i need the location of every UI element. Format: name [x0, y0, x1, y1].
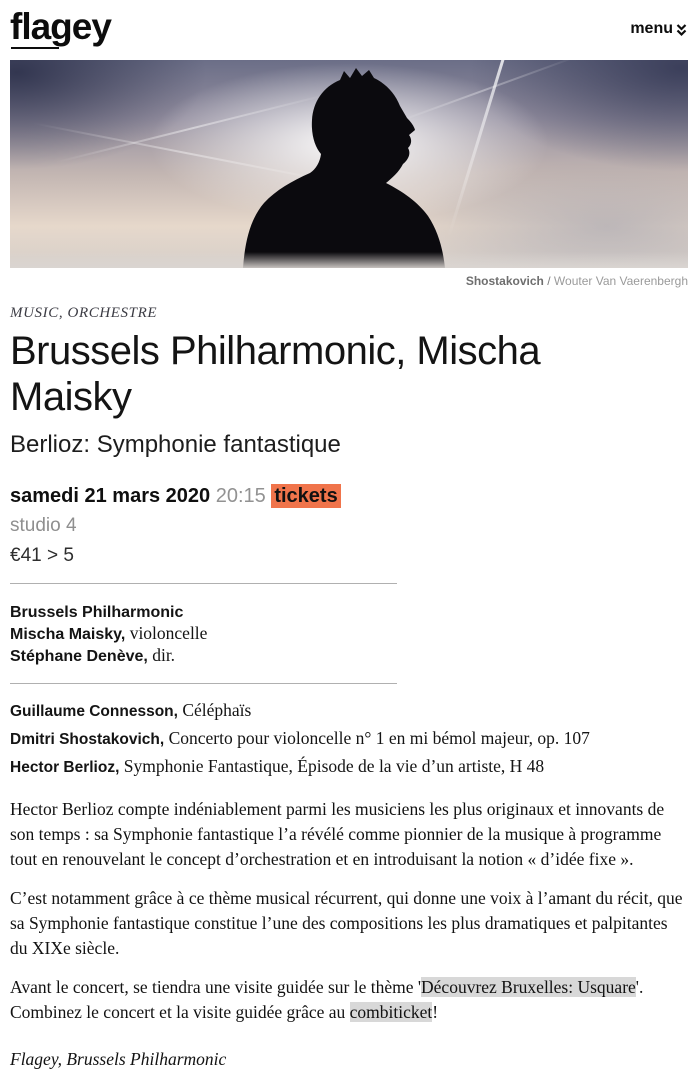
paragraph-3-text: ! — [432, 1002, 439, 1023]
image-caption — [10, 274, 688, 288]
artist-name: Mischa Maisky, — [10, 626, 126, 644]
artist-row — [10, 623, 688, 645]
caption-separator: / — [547, 274, 551, 288]
event-subtitle: Berlioz: Symphonie fantastique — [10, 431, 341, 459]
event-dateline — [10, 485, 688, 508]
description-paragraph-3 — [10, 975, 688, 1025]
program-work: Symphonie Fantastique, Épisode de la vie d’un artiste, H 48 — [119, 756, 545, 777]
artist-name: Brussels Philharmonic — [10, 604, 184, 622]
event-title: Brussels Philharmonic, Mischa Maisky — [10, 329, 541, 419]
program-composer: Guillaume Connesson, — [10, 703, 178, 721]
paragraph-3-text: '. Combinez le concert et la visite guidée grâce au — [10, 977, 644, 1023]
man-silhouette — [10, 60, 688, 268]
divider — [10, 683, 397, 684]
caption-title: Shostakovich — [465, 274, 544, 288]
program-composer: Dmitri Shostakovich, — [10, 731, 165, 749]
event-date: samedi 21 mars 2020 — [10, 485, 211, 508]
description-paragraph-2: C’est notamment grâce à ce thème musical récurrent, qui donne une voix à l’amant du récit, que sa Symphonie fantastique constitue l’une des compositions les plus dramatiques et palpitantes du XIXe siècle. — [10, 888, 683, 959]
event-description — [10, 797, 688, 1025]
menu-button[interactable] — [630, 20, 688, 38]
program-composer: Hector Berlioz, — [10, 759, 120, 777]
artist-role: dir. — [147, 645, 176, 666]
artist-role: violoncelle — [125, 623, 208, 644]
program-work: Concerto pour violoncelle n° 1 en mi bémol majeur, op. 107 — [164, 728, 590, 749]
program-work: Céléphaïs — [177, 700, 252, 721]
combiticket-link[interactable]: combiticket — [349, 1002, 433, 1023]
double-chevron-down-icon — [675, 23, 688, 38]
divider — [10, 583, 397, 584]
guided-tour-link[interactable]: Découvrez Bruxelles: Usquare — [421, 977, 636, 998]
artist-row — [10, 645, 688, 667]
program-row — [10, 753, 688, 781]
production-credit: Flagey, Brussels Philharmonic — [10, 1049, 227, 1070]
artist-row — [10, 601, 688, 623]
event-time: 20:15 — [215, 485, 266, 508]
event-price: €41 > 5 — [10, 545, 74, 567]
event-category: MUSIC, ORCHESTRE — [10, 305, 158, 321]
caption-photographer: Wouter Van Vaerenbergh — [553, 274, 688, 288]
flagey-logo[interactable]: flagey — [10, 6, 111, 47]
artists-list — [10, 601, 688, 667]
menu-label: menu — [630, 20, 673, 37]
program-row — [10, 697, 688, 725]
tickets-link[interactable]: tickets — [271, 484, 340, 508]
description-paragraph-1: Hector Berlioz compte indéniablement parmi les musiciens les plus originaux et innovants de son temps : sa Symphonie fantastique l’a révélé comme pionnier de la musique à programme tout en renouvelant le concept d’orchestration et en introduisant la notion « d’idée fixe ». — [10, 799, 665, 870]
program-row — [10, 725, 688, 753]
artist-name: Stéphane Denève, — [10, 648, 148, 666]
header — [10, 8, 688, 45]
program-list — [10, 697, 688, 781]
hero-image — [10, 60, 688, 268]
event-venue: studio 4 — [10, 515, 77, 537]
paragraph-3-text: Avant le concert, se tiendra une visite guidée sur le thème ' — [10, 977, 422, 998]
